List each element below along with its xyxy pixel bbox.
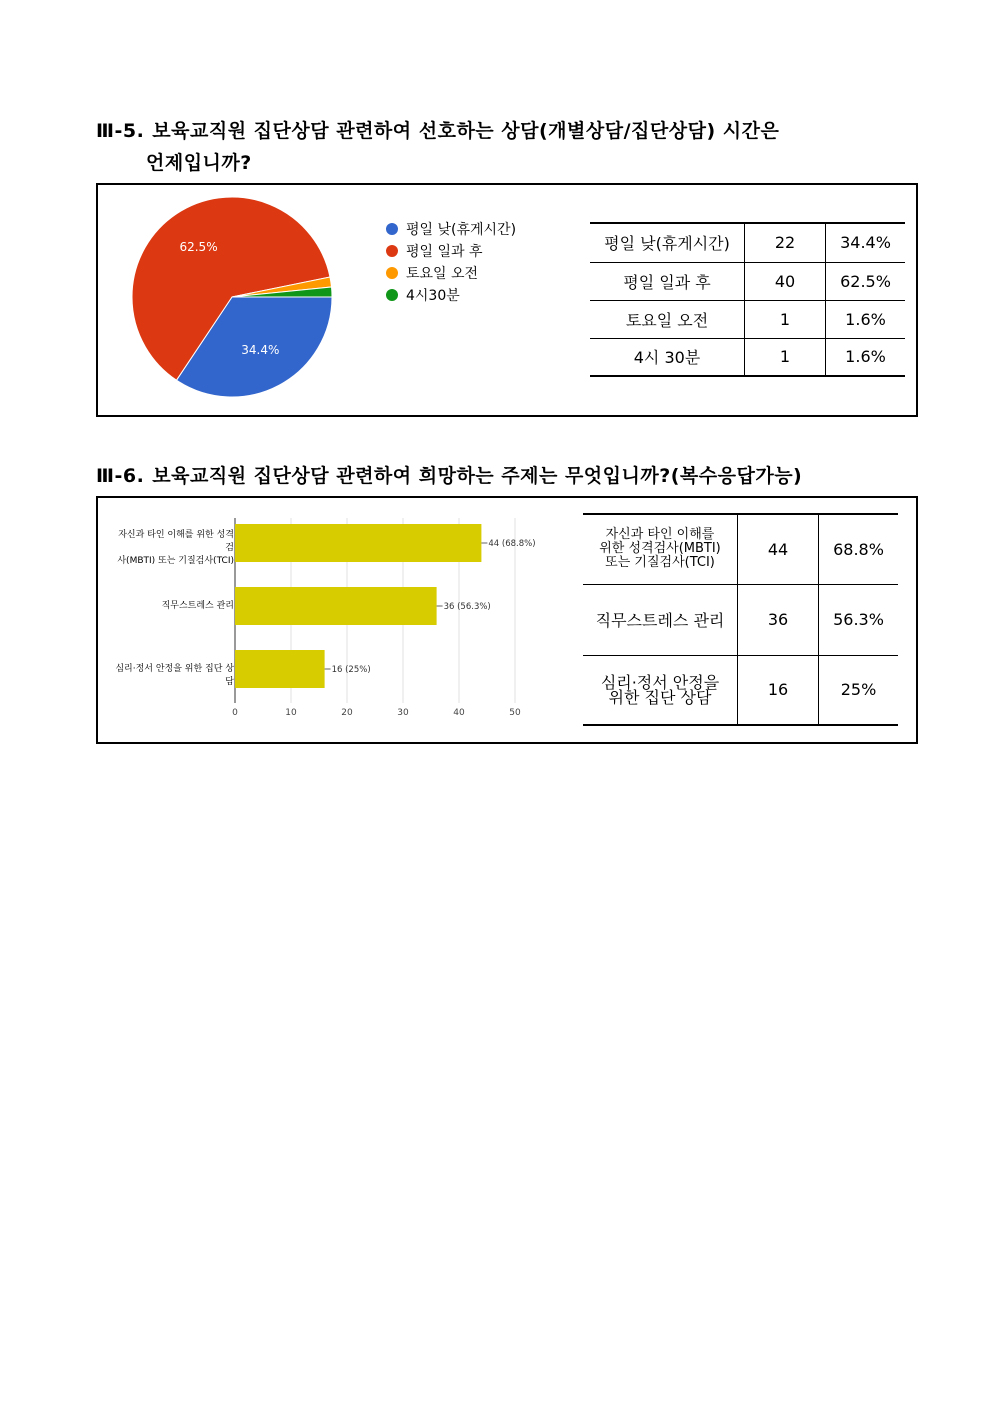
legend-item <box>386 240 516 262</box>
x-tick-label: 20 <box>341 708 353 718</box>
cell-line: 또는 기질검사(TCI) <box>605 555 715 571</box>
table-row <box>583 584 898 655</box>
cell-line: 위한 성격검사(MBTI) <box>599 541 721 557</box>
table-cell: 1 <box>745 338 826 376</box>
q5-title-line1: 보육교직원 집단상담 관련하여 선호하는 상담(개별상담/집단상담) 시간은 <box>152 120 780 142</box>
table-cell: 40 <box>745 262 826 300</box>
q5-heading <box>96 116 779 143</box>
table-cell: 22 <box>745 223 826 262</box>
table-cell <box>583 514 738 584</box>
legend-green-dot <box>386 289 398 301</box>
bar-label-1 <box>110 529 234 568</box>
x-tick-label: 30 <box>397 708 409 718</box>
bar-label-2: 직무스트레스 관리 <box>161 601 234 611</box>
table-cell: 62.5% <box>826 262 906 300</box>
table-cell: 1 <box>745 300 826 338</box>
table-row <box>583 514 898 584</box>
bar-data-label: 36 (56.3%) <box>443 602 491 612</box>
table-cell: 16 <box>738 655 819 725</box>
q5-title-line2: 언제입니까? <box>146 152 252 174</box>
table-cell: 토요일 오전 <box>590 300 745 338</box>
table-row <box>590 223 905 262</box>
q6-title: 보육교직원 집단상담 관련하여 희망하는 주제는 무엇입니까?(복수응답가능) <box>152 465 803 487</box>
table-cell <box>583 655 738 725</box>
table-row <box>590 262 905 300</box>
pie-chart <box>120 195 380 405</box>
table-cell: 68.8% <box>819 514 899 584</box>
bar-data-label: 44 (68.8%) <box>488 539 536 549</box>
legend-blue-dot <box>386 223 398 235</box>
table-cell: 직무스트레스 관리 <box>583 584 738 655</box>
x-tick-label: 10 <box>285 708 297 718</box>
bar-label-line: 사(MBTI) 또는 기질검사(TCI) <box>117 556 234 566</box>
legend-item <box>386 218 516 240</box>
bar <box>235 587 437 625</box>
legend-item <box>386 284 516 306</box>
legend-item <box>386 262 516 284</box>
bar <box>235 524 481 562</box>
cell-line: 자신과 타인 이해를 <box>605 527 715 543</box>
table-row <box>583 655 898 725</box>
q6-heading <box>96 461 802 488</box>
pie-slice-label: 34.4% <box>241 342 280 357</box>
x-tick-label: 0 <box>232 708 238 718</box>
table-cell: 평일 낮(휴게시간) <box>590 223 745 262</box>
table-cell: 34.4% <box>826 223 906 262</box>
table-cell: 1.6% <box>826 300 906 338</box>
cell-line: 심리·정서 안정을 <box>600 672 720 692</box>
cell-line: 위한 집단 상담 <box>608 687 712 707</box>
bar-label-line: 자신과 타인 이해를 위한 성격검 <box>118 530 234 553</box>
table-cell: 36 <box>738 584 819 655</box>
bar-chart <box>226 510 566 730</box>
legend-label: 평일 낮(휴게시간) <box>406 222 517 238</box>
bar-data-label: 16 (25%) <box>331 665 371 675</box>
q5-number: Ⅲ-5. <box>96 120 145 142</box>
q6-table <box>583 513 898 726</box>
table-row <box>590 300 905 338</box>
legend-orange-dot <box>386 267 398 279</box>
x-tick-label: 50 <box>509 708 521 718</box>
legend-label: 4시30분 <box>406 288 460 304</box>
bar <box>235 650 325 688</box>
table-cell: 44 <box>738 514 819 584</box>
pie-slice-label: 62.5% <box>179 240 218 255</box>
table-cell: 25% <box>819 655 899 725</box>
table-cell: 1.6% <box>826 338 906 376</box>
table-row <box>590 338 905 376</box>
q5-table <box>590 222 905 377</box>
q6-number: Ⅲ-6. <box>96 465 145 487</box>
legend-label: 토요일 오전 <box>406 266 479 282</box>
table-cell: 평일 일과 후 <box>590 262 745 300</box>
bar-label-3: 심리·정서 안정을 위한 집단 상담 <box>115 664 234 687</box>
pie-legend <box>386 218 516 306</box>
table-cell: 56.3% <box>819 584 899 655</box>
x-tick-label: 40 <box>453 708 465 718</box>
legend-label: 평일 일과 후 <box>406 244 483 260</box>
table-cell: 4시 30분 <box>590 338 745 376</box>
legend-red-dot <box>386 245 398 257</box>
